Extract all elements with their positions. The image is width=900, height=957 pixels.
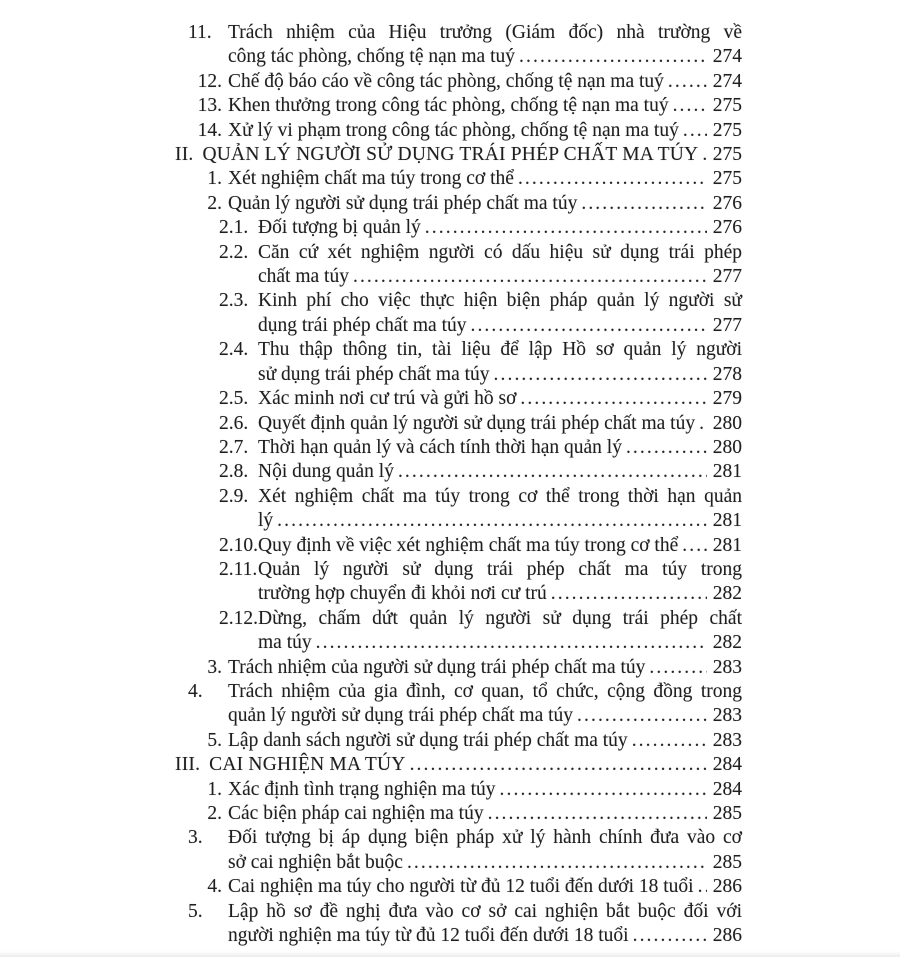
toc-entry-line	[219, 338, 742, 362]
toc-entry-number: 2.6.	[219, 412, 249, 434]
toc-entry-line	[197, 70, 742, 94]
toc-entry	[175, 167, 742, 191]
toc-entry	[175, 387, 742, 411]
page-number: 275	[712, 119, 742, 141]
toc-entry-number: II.	[175, 144, 194, 166]
page-number: 275	[712, 144, 742, 166]
page-number: 283	[712, 656, 742, 678]
toc-entry	[175, 143, 742, 167]
toc-entry-title: Xét nghiệm chất ma túy trong cơ thể trong thời hạn quản	[258, 485, 742, 507]
page-number: 280	[712, 436, 742, 458]
dot-leader	[698, 875, 707, 899]
toc-entry-line	[207, 778, 742, 802]
toc-entry-title: Đối tượng bị quản lý	[258, 217, 421, 239]
toc-entry-line	[228, 45, 742, 69]
page-number: 276	[712, 192, 742, 214]
toc-entry-line	[219, 436, 742, 460]
dot-leader	[682, 534, 707, 558]
dot-leader	[519, 45, 707, 69]
dot-leader	[398, 460, 707, 484]
toc-entry	[175, 826, 742, 875]
toc-entry-title: Xác định tình trạng nghiện ma túy	[228, 778, 496, 800]
page-number: 275	[712, 95, 742, 117]
dot-leader	[632, 729, 707, 753]
dot-leader	[494, 363, 707, 387]
toc-entry	[175, 729, 742, 753]
toc-entry	[175, 534, 742, 558]
toc-entry-title: ma túy	[258, 632, 312, 654]
toc-entry-number: 2.2.	[219, 241, 249, 263]
toc-entry-line	[197, 119, 742, 143]
toc-entry-title: dụng trái phép chất ma túy	[258, 314, 467, 336]
toc-entry-line	[197, 94, 742, 118]
toc-entry-line	[219, 241, 742, 265]
toc-entry-line	[228, 704, 742, 728]
toc-entry-number: 2.10.	[219, 534, 258, 556]
page-number: 286	[712, 876, 742, 898]
toc-entry-number: 1.	[207, 778, 222, 800]
dot-leader	[425, 216, 707, 240]
toc-entry-number: 2.1.	[219, 217, 249, 239]
toc-entry-line	[219, 485, 742, 509]
page-number: 285	[712, 851, 742, 873]
toc-entry-title: trường hợp chuyển đi khỏi nơi cư trú	[258, 583, 547, 605]
toc-entry-title: Lập danh sách người sử dụng trái phép chất ma túy	[228, 729, 628, 751]
toc-entry-line	[219, 387, 742, 411]
page-bottom-edge	[0, 951, 900, 957]
toc-entry	[175, 94, 742, 118]
toc-entry-number: 5.	[207, 729, 222, 751]
dot-leader	[668, 70, 707, 94]
toc-entry	[175, 875, 742, 899]
toc-entry	[175, 558, 742, 607]
toc-entry-title: sở cai nghiện bắt buộc	[228, 851, 403, 873]
toc-entry	[175, 412, 742, 436]
toc-entry	[175, 607, 742, 656]
toc-list	[175, 21, 742, 948]
page-number: 284	[712, 754, 742, 776]
toc-entry-title: Nội dung quản lý	[258, 461, 394, 483]
toc-entry-number: 2.7.	[219, 436, 249, 458]
toc-entry-number: 4.	[188, 680, 203, 702]
toc-entry-line	[175, 753, 742, 777]
toc-entry-line	[219, 289, 742, 313]
page-number: 285	[712, 803, 742, 824]
toc-entry-number: III.	[175, 754, 201, 776]
toc-entry	[175, 192, 742, 216]
toc-entry-line	[188, 21, 742, 45]
dot-leader	[518, 167, 707, 191]
toc-entry-title: Dừng, chấm dứt quản lý người sử dụng trái phép chất	[258, 607, 742, 629]
toc-entry-line	[219, 460, 742, 484]
toc-entry-number: 2.11.	[219, 558, 258, 580]
toc-entry-number: 14.	[197, 119, 222, 141]
toc-entry-title: Đối tượng bị áp dụng biện pháp xử lý hành chính đưa vào cơ	[228, 827, 742, 849]
toc-entry-line	[219, 558, 742, 582]
page-number: 278	[712, 363, 742, 385]
page-number: 283	[712, 729, 742, 751]
toc-entry-title: Xử lý vi phạm trong công tác phòng, chống tệ nạn ma tuý	[228, 119, 679, 141]
toc-entry	[175, 680, 742, 729]
dot-leader	[551, 582, 707, 606]
toc-entry-line	[258, 509, 742, 533]
toc-entry-line	[219, 607, 742, 631]
page-number: 274	[712, 46, 742, 68]
toc-entry-line	[207, 656, 742, 680]
toc-entry-number: 2.8.	[219, 461, 249, 483]
page-number: 281	[712, 534, 742, 556]
toc-entry	[175, 241, 742, 290]
toc-entry	[175, 753, 742, 777]
toc-entry-line	[207, 192, 742, 216]
toc-entry-number: 11.	[188, 22, 212, 43]
toc-entry-number: 13.	[197, 95, 222, 117]
toc-entry-title: Chế độ báo cáo về công tác phòng, chống tệ nạn ma tuý	[228, 70, 664, 92]
toc-entry-title: Quản lý người sử dụng trái phép chất ma túy	[228, 192, 578, 214]
dot-leader	[353, 265, 707, 289]
toc-entry-line	[207, 802, 742, 826]
dot-leader	[488, 802, 707, 826]
toc-entry-line	[207, 729, 742, 753]
toc-entry-title: công tác phòng, chống tệ nạn ma tuý	[228, 46, 516, 68]
toc-entry-line	[219, 216, 742, 240]
toc-entry-number: 2.12.	[219, 607, 258, 629]
dot-leader	[702, 143, 706, 167]
toc-entry-line	[175, 143, 742, 167]
dot-leader	[649, 656, 706, 680]
toc-entry	[175, 436, 742, 460]
toc-entry-title: người nghiện ma túy từ đủ 12 tuổi đến dưới 18 tuổi	[228, 925, 629, 947]
toc-entry-number: 2.3.	[219, 290, 249, 312]
toc-entry-number: 1.	[207, 168, 222, 190]
toc-entry-line	[258, 265, 742, 289]
page-number: 281	[712, 461, 742, 483]
toc-entry-title: Thời hạn quản lý và cách tính thời hạn quản lý	[258, 436, 622, 458]
toc-entry-number: 2.4.	[219, 339, 249, 361]
toc-entry-number: 3.	[207, 656, 222, 678]
toc-entry	[175, 802, 742, 826]
toc-entry-number: 2.5.	[219, 388, 249, 410]
page-number: 281	[712, 510, 742, 532]
toc-entry-title: Lập hồ sơ đề nghị đưa vào cơ sở cai nghiện bắt buộc đối với	[228, 900, 742, 922]
dot-leader	[470, 314, 706, 338]
toc-entry-line	[228, 924, 742, 948]
page-number: 282	[712, 632, 742, 654]
toc-entry-line	[228, 851, 742, 875]
toc-entry-title: chất ma túy	[258, 266, 349, 288]
page-number: 279	[712, 388, 742, 410]
page-number: 284	[712, 778, 742, 800]
toc-entry-line	[188, 826, 742, 850]
toc-entry-line	[207, 167, 742, 191]
toc-entry-title: Quản lý người sử dụng trái phép chất ma túy trong	[258, 558, 742, 580]
toc-entry	[175, 70, 742, 94]
toc-entry-number: 2.9.	[219, 485, 249, 507]
toc-entry-title: Kinh phí cho việc thực hiện biện pháp quản lý người sử	[258, 290, 742, 312]
toc-entry-title: Xét nghiệm chất ma túy trong cơ thể	[228, 168, 514, 190]
page-number: 274	[712, 70, 742, 92]
toc-entry-title: Trách nhiệm của người sử dụng trái phép chất ma túy	[228, 656, 646, 678]
toc-entry-line	[258, 314, 742, 338]
toc-entry	[175, 119, 742, 143]
page-number: 282	[712, 583, 742, 605]
toc-entry-number: 12.	[197, 70, 222, 92]
dot-leader	[500, 778, 707, 802]
toc-entry-title: Quy định về việc xét nghiệm chất ma túy trong cơ thể	[258, 534, 679, 556]
page-number: 280	[712, 412, 742, 434]
dot-leader	[277, 509, 707, 533]
toc-entry	[175, 460, 742, 484]
toc-entry-line	[219, 412, 742, 436]
dot-leader	[699, 412, 707, 436]
page-number: 277	[712, 266, 742, 288]
page-number: 286	[712, 925, 742, 947]
toc-entry-title: II. QUẢN LÝ NGƯỜI SỬ DỤNG TRÁI PHÉP CHẤT MA TÚY	[175, 144, 699, 166]
toc-entry	[175, 216, 742, 240]
dot-leader	[673, 94, 707, 118]
toc-entry-title: Thu thập thông tin, tài liệu để lập Hồ sơ quản lý người	[258, 339, 742, 361]
dot-leader	[410, 753, 707, 777]
dot-leader	[577, 704, 707, 728]
toc-entry-number: 5.	[188, 900, 203, 922]
toc-entry-title: Khen thưởng trong công tác phòng, chống tệ nạn ma tuý	[228, 95, 669, 117]
toc-entry	[175, 21, 742, 70]
page-number: 283	[712, 705, 742, 727]
toc-entry-line	[188, 680, 742, 704]
dot-leader	[520, 387, 706, 411]
dot-leader	[407, 851, 707, 875]
toc-entry-number: 2.	[207, 192, 222, 214]
toc-entry-line	[258, 363, 742, 387]
toc-entry-title: Các biện pháp cai nghiện ma túy	[228, 803, 484, 824]
page-number: 276	[712, 217, 742, 239]
toc-entry-line	[219, 534, 742, 558]
toc-entry-title: Trách nhiệm của gia đình, cơ quan, tổ chức, cộng đồng trong	[228, 680, 742, 702]
toc-entry-number: 2.	[207, 803, 222, 824]
toc-entry	[175, 338, 742, 387]
toc-entry-title: III. CAI NGHIỆN MA TÚY	[175, 754, 406, 776]
toc-entry-line	[207, 875, 742, 899]
toc-entry-number: 4.	[207, 876, 222, 898]
toc-entry-title: quản lý người sử dụng trái phép chất ma túy	[228, 705, 574, 727]
dot-leader	[626, 436, 707, 460]
dot-leader	[581, 192, 706, 216]
toc-entry-title: lý	[258, 510, 274, 532]
toc-entry	[175, 289, 742, 338]
dot-leader	[683, 119, 707, 143]
toc-entry-number: 3.	[188, 827, 203, 849]
dot-leader	[316, 631, 707, 655]
toc-entry-title: Xác minh nơi cư trú và gửi hồ sơ	[258, 388, 517, 410]
toc-entry-title: sử dụng trái phép chất ma túy	[258, 363, 490, 385]
toc-entry-line	[188, 900, 742, 924]
toc-entry-title: Cai nghiện ma túy cho người từ đủ 12 tuổi đến dưới 18 tuổi	[228, 876, 694, 898]
toc-entry-title: Căn cứ xét nghiệm người có dấu hiệu sử dụng trái phép	[258, 241, 742, 263]
toc-entry-line	[258, 631, 742, 655]
toc-entry-title: Trách nhiệm của Hiệu trưởng (Giám đốc) nhà trường về	[228, 22, 742, 43]
toc-entry-line	[258, 582, 742, 606]
page-number: 275	[712, 168, 742, 190]
toc-entry	[175, 900, 742, 949]
toc-entry	[175, 778, 742, 802]
toc-entry-title: Quyết định quản lý người sử dụng trái phép chất ma túy	[258, 412, 696, 434]
page-number: 277	[712, 314, 742, 336]
toc-entry	[175, 485, 742, 534]
dot-leader	[633, 924, 707, 948]
toc-entry	[175, 656, 742, 680]
